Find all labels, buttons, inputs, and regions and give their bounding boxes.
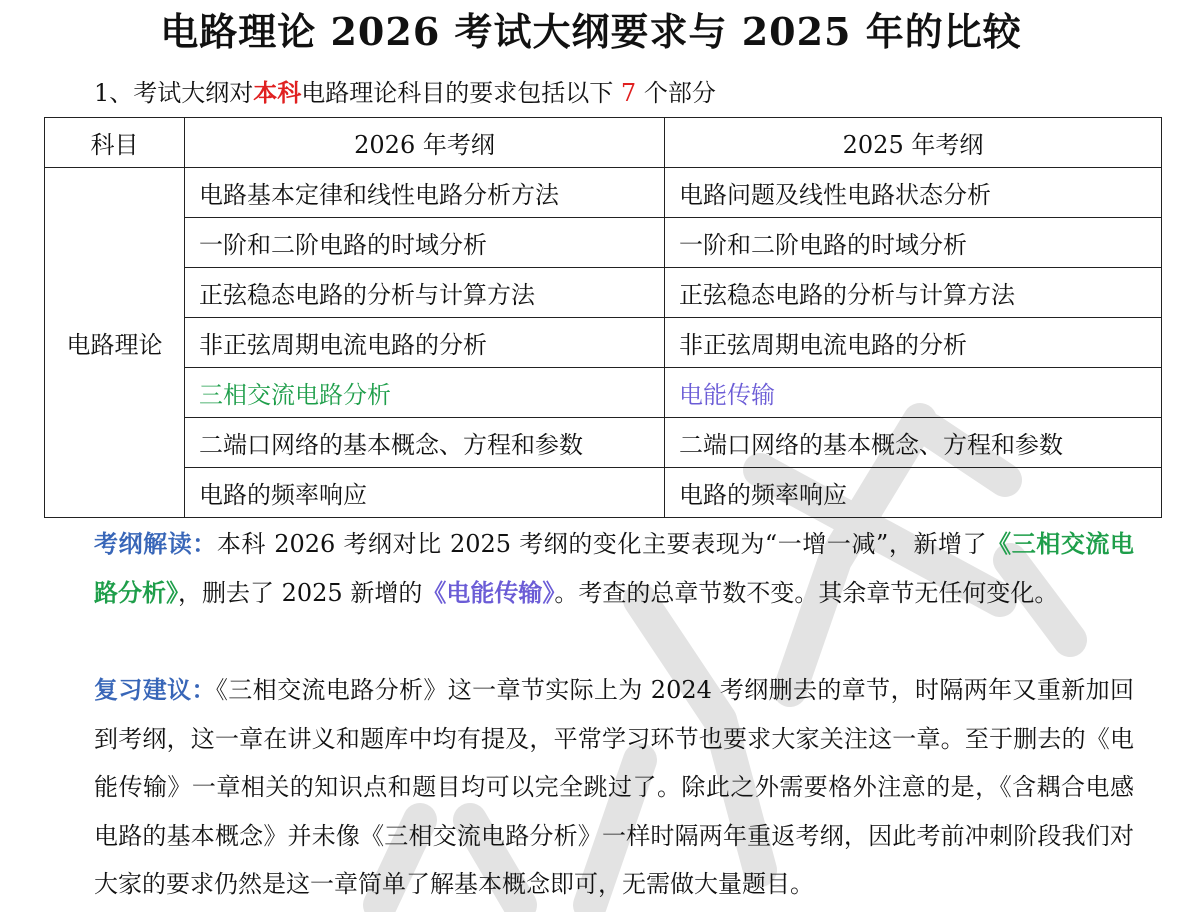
table-header-row [45, 118, 1162, 168]
comparison-table [44, 117, 1162, 518]
intro-middle: 电路理论科目的要求包括以下 [301, 79, 621, 107]
cell-2026-added: 三相交流电路分析 [185, 368, 665, 418]
table-row [45, 368, 1162, 418]
table-row [45, 468, 1162, 518]
subject-cell: 电路理论 [45, 168, 185, 518]
cell-2025: 非正弦周期电流电路的分析 [665, 318, 1162, 368]
advice-paragraph [94, 666, 1134, 909]
table-row [45, 218, 1162, 268]
intro-count: 7 [620, 79, 637, 107]
analysis-text-3: 。考查的总章节数不变。其余章节无任何变化。 [554, 578, 1059, 607]
intro-line [94, 76, 716, 110]
cell-2025: 电路问题及线性电路状态分析 [665, 168, 1162, 218]
cell-2025: 二端口网络的基本概念、方程和参数 [665, 418, 1162, 468]
cell-2025: 一阶和二阶电路的时域分析 [665, 218, 1162, 268]
intro-suffix: 个部分 [636, 79, 716, 107]
page-title: 电路理论 2026 考试大纲要求与 2025 年的比较 [160, 9, 1022, 54]
intro-highlight: 本科 [253, 78, 302, 107]
header-subject: 科目 [45, 118, 185, 168]
cell-2026: 一阶和二阶电路的时域分析 [185, 218, 665, 268]
table-row [45, 168, 1162, 218]
analysis-label: 考纲解读： [94, 529, 217, 558]
cell-2025-removed: 电能传输 [665, 368, 1162, 418]
header-2026: 2026 年考纲 [185, 118, 665, 168]
header-2025: 2025 年考纲 [665, 118, 1162, 168]
analysis-text-1: 本科 2026 考纲对比 2025 考纲的变化主要表现为“一增一减”，新增了 [216, 530, 988, 558]
intro-prefix: 1、考试大纲对 [94, 79, 254, 107]
cell-2026: 正弦稳态电路的分析与计算方法 [185, 268, 665, 318]
advice-text: 《三相交流电路分析》这一章节实际上为 2024 考纲删去的章节，时隔两年又重新加回到考纲，这一章在讲义和题库中均有提及，平常学习环节也要求大家关注这一章。至于删去的《电能传输》一章相关的知识点和题目均可以完全跳过了。除此之外需要格外注意的是，《含耦合电感电路的基本概念》并未像《三相交流电路分析》一样时隔两年重返考纲，因此考前冲刺阶段我们对大家的要求仍然是这一章简单了解基本概念即可，无需做大量题目。 [94, 676, 1135, 898]
analysis-added: 《三相交流电路分析》 [94, 529, 1135, 607]
cell-2026: 电路基本定律和线性电路分析方法 [185, 168, 665, 218]
table-row [45, 318, 1162, 368]
cell-2026: 二端口网络的基本概念、方程和参数 [185, 418, 665, 468]
cell-2025: 正弦稳态电路的分析与计算方法 [665, 268, 1162, 318]
table-row [45, 418, 1162, 468]
cell-2026: 电路的频率响应 [185, 468, 665, 518]
cell-2026: 非正弦周期电流电路的分析 [185, 318, 665, 368]
analysis-text-2: ，删去了 2025 新增的 [178, 578, 423, 607]
analysis-removed: 《电能传输》 [422, 577, 555, 607]
advice-label: 复习建议： [94, 675, 216, 704]
cell-2025: 电路的频率响应 [665, 468, 1162, 518]
table-row [45, 268, 1162, 318]
analysis-paragraph [94, 520, 1134, 617]
